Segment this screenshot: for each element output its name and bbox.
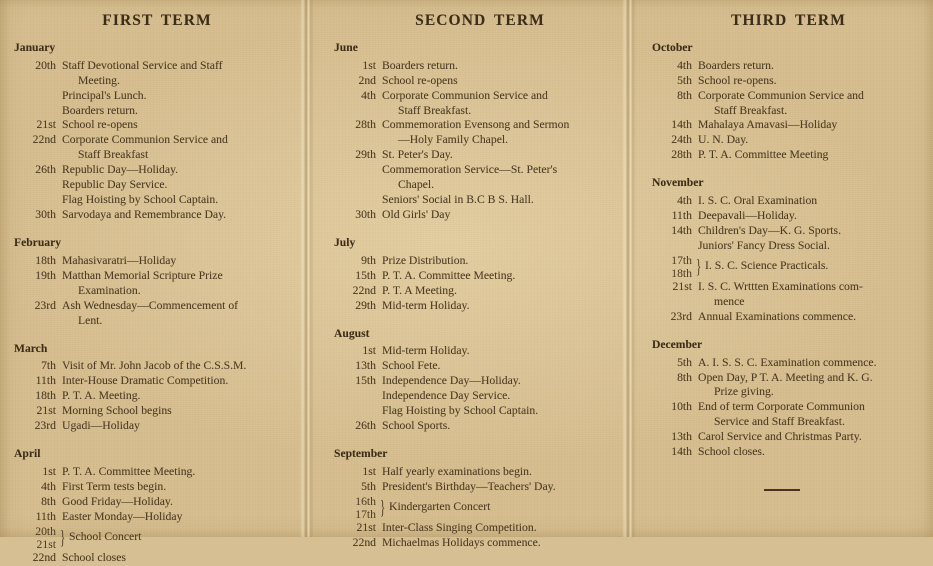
- entry-continuation-line: Meeting.: [78, 73, 120, 87]
- entry-day: 26th: [355, 419, 376, 433]
- calendar-entry: [14, 510, 300, 525]
- entry-description: [698, 148, 921, 163]
- entry-line: First Term tests begin.: [62, 479, 167, 493]
- month-heading: March: [14, 341, 48, 355]
- entry-sub-line: Flag Hoisting by School Captain.: [382, 404, 539, 418]
- entry-continuation-line: Prize giving.: [714, 385, 774, 399]
- entry-line: Open Day, P T. A. Meeting and K. G.: [698, 370, 873, 384]
- entry-description: [382, 208, 620, 223]
- calendar-entry: [334, 344, 620, 359]
- entry-description: [382, 521, 620, 536]
- entry-description: [698, 209, 921, 224]
- entry-line: Commemoration Evensong and Sermon: [382, 118, 570, 132]
- entry-line: P. T. A. Meeting.: [62, 389, 141, 403]
- calendar-entry: [14, 118, 300, 133]
- month-block: [14, 237, 300, 328]
- month-entry-list: [652, 194, 921, 325]
- term-title: THIRD TERM: [731, 12, 846, 29]
- entry-day: 28th: [671, 148, 692, 162]
- entry-sub-line: Boarders return.: [62, 103, 138, 117]
- entry-line: Deepavali—Holiday.: [698, 208, 797, 222]
- entry-day: 8th: [41, 494, 56, 508]
- entry-description: [62, 59, 300, 119]
- entry-day: 5th: [361, 479, 376, 493]
- calendar-entry: [14, 465, 300, 480]
- entry-line: Mahasivaratri—Holiday: [62, 253, 177, 267]
- entry-description: [388, 500, 620, 515]
- calendar-entry: [334, 465, 620, 480]
- month-heading: September: [334, 447, 388, 461]
- entry-sub-line: Principal's Lunch.: [62, 88, 147, 102]
- month-entry-list: [652, 356, 921, 461]
- entry-description: [382, 74, 620, 89]
- entry-day: 23rd: [670, 309, 692, 323]
- entry-day: 14th: [671, 445, 692, 459]
- calendar-entry: [652, 371, 921, 401]
- entry-description: [698, 89, 921, 119]
- calendar-entry: [334, 419, 620, 434]
- entry-day: 5th: [677, 73, 692, 87]
- calendar-entry: [334, 254, 620, 269]
- entry-line: Good Friday—Holiday.: [62, 494, 173, 508]
- entry-description: [62, 208, 300, 223]
- month-block: [334, 42, 620, 223]
- calendar-entry: [334, 148, 620, 208]
- month-entry-list: [334, 59, 620, 224]
- entry-brace-icon: }: [696, 255, 702, 278]
- month-entry-list: [14, 59, 300, 224]
- calendar-entry: [14, 404, 300, 419]
- entry-line: Matthan Memorial Scripture Prize: [62, 268, 223, 282]
- entry-day: 4th: [677, 193, 692, 207]
- entry-line: School re-opens.: [698, 73, 777, 87]
- entry-line: End of term Corporate Communion: [698, 400, 865, 414]
- entry-sub-line: Commemoration Service—St. Peter's: [382, 163, 558, 177]
- entry-description: [382, 465, 620, 480]
- calendar-entry: [334, 536, 620, 551]
- entry-line: I. S. C. Science Practicals.: [705, 259, 829, 273]
- entry-description: [698, 310, 921, 325]
- entry-line: President's Birthday—Teachers' Day.: [382, 479, 556, 493]
- entry-sub-line: Seniors' Social in B.C B S. Hall.: [382, 193, 534, 207]
- entry-description: [62, 389, 300, 404]
- calendar-entry: [14, 359, 300, 374]
- month-heading: December: [652, 337, 703, 351]
- entry-continuation-line: Staff Breakfast.: [398, 103, 472, 117]
- month-heading: April: [14, 447, 41, 461]
- entry-line: Boarders return.: [698, 58, 774, 72]
- entry-line: Half yearly examinations begin.: [382, 464, 532, 478]
- entry-description: [698, 400, 921, 430]
- entry-description: [698, 194, 921, 209]
- entry-day: 11th: [35, 509, 56, 523]
- entry-day: 7th: [41, 359, 56, 373]
- entry-line: Corporate Communion Service and: [62, 133, 228, 147]
- entry-line: St. Peter's Day.: [382, 148, 453, 162]
- entry-day: 14th: [671, 118, 692, 132]
- entry-line: Morning School begins: [62, 404, 172, 418]
- entry-sub-line: Juniors' Fancy Dress Social.: [698, 238, 830, 252]
- entry-day: 10th: [671, 400, 692, 414]
- entry-description: [62, 359, 300, 374]
- entry-continuation-line: Staff Breakfast.: [714, 103, 788, 117]
- term-title: SECOND TERM: [415, 12, 545, 29]
- entry-description: [382, 269, 620, 284]
- calendar-entry: [334, 299, 620, 314]
- entry-line: P. T. A. Committee Meeting.: [382, 268, 516, 282]
- entry-sub-line: Republic Day Service.: [62, 178, 168, 192]
- entry-day-pair: [652, 254, 694, 280]
- entry-description: [62, 133, 300, 163]
- entry-day: 21st: [36, 118, 56, 132]
- month-heading: February: [14, 236, 62, 250]
- entry-line: P. T. A. Committee Meeting.: [62, 464, 196, 478]
- entry-description: [382, 148, 620, 208]
- entry-line: Ash Wednesday—Commencement of: [62, 298, 239, 312]
- entry-continuation-line: Staff Breakfast: [78, 148, 149, 162]
- entry-day: 5th: [677, 355, 692, 369]
- entry-day: 18th: [35, 253, 56, 267]
- entry-day: 29th: [355, 298, 376, 312]
- entry-line: Mid-term Holiday.: [382, 344, 470, 358]
- calendar-entry: [652, 74, 921, 89]
- entry-line: Prize Distribution.: [382, 253, 469, 267]
- month-entry-list: [334, 465, 620, 551]
- term-column-first: [0, 0, 312, 564]
- term-column-third: [634, 0, 933, 537]
- entry-day: 21st: [36, 537, 56, 551]
- calendar-entry: [14, 480, 300, 495]
- calendar-entry: [652, 209, 921, 224]
- entry-line: Staff Devotional Service and Staff: [62, 58, 223, 72]
- entry-line: School Fete.: [382, 359, 441, 373]
- entry-day: 29th: [355, 148, 376, 162]
- entry-line: Sarvodaya and Remembrance Day.: [62, 208, 227, 222]
- entry-continuation-line: Chapel.: [398, 178, 435, 192]
- term-column-second: [312, 0, 634, 549]
- entry-description: [62, 254, 300, 269]
- entry-day: 19th: [35, 268, 56, 282]
- entry-description: [382, 344, 620, 359]
- entry-line: Kindergarten Concert: [389, 500, 491, 514]
- entry-day: 4th: [41, 479, 56, 493]
- entry-line: Mahalaya Amavasi—Holiday: [698, 118, 838, 132]
- calendar-entry: [334, 59, 620, 74]
- entry-day: 1st: [362, 58, 376, 72]
- entry-day: 13th: [355, 359, 376, 373]
- entry-description: [62, 118, 300, 133]
- entry-day: 30th: [35, 208, 56, 222]
- entry-day: 20th: [35, 58, 56, 72]
- calendar-entry: [652, 445, 921, 460]
- entry-description: [62, 299, 300, 329]
- entry-line: P. T. A Meeting.: [382, 283, 457, 297]
- calendar-entry: [334, 89, 620, 119]
- entry-line: Carol Service and Christmas Party.: [698, 430, 862, 444]
- entry-description: [62, 419, 300, 434]
- entry-day: 28th: [355, 118, 376, 132]
- month-entry-list: [334, 254, 620, 314]
- entry-brace-icon: }: [380, 496, 386, 519]
- entry-description: [62, 495, 300, 510]
- calendar-entry: [334, 521, 620, 536]
- entry-sub-line: Independence Day Service.: [382, 389, 511, 403]
- entry-description: [382, 374, 620, 419]
- entry-day: 1st: [362, 464, 376, 478]
- entry-line: P. T. A. Committee Meeting: [698, 148, 829, 162]
- entry-day: 26th: [35, 163, 56, 177]
- end-rule-divider: [764, 489, 800, 491]
- entry-description: [698, 133, 921, 148]
- entry-line: School closes.: [698, 445, 765, 459]
- calendar-entry: [652, 148, 921, 163]
- entry-line: Inter-House Dramatic Competition.: [62, 374, 229, 388]
- calendar-entry: [14, 269, 300, 299]
- calendar-entry: [334, 269, 620, 284]
- entry-line: Republic Day—Holiday.: [62, 163, 179, 177]
- entry-day: 9th: [361, 253, 376, 267]
- entry-continuation-line: Lent.: [78, 313, 103, 327]
- calendar-entry: [14, 419, 300, 434]
- entry-description: [698, 118, 921, 133]
- calendar-entry: [14, 525, 300, 551]
- entry-day: 30th: [355, 208, 376, 222]
- entry-day: 21st: [36, 404, 56, 418]
- entry-description: [698, 445, 921, 460]
- month-entry-list: [14, 254, 300, 329]
- entry-description: [698, 74, 921, 89]
- calendar-entry: [14, 495, 300, 510]
- entry-description: [382, 284, 620, 299]
- entry-line: School Sports.: [382, 419, 451, 433]
- entry-day: 22nd: [32, 133, 56, 147]
- entry-line: A. I. S. S. C. Examination commence.: [698, 355, 877, 369]
- calendar-entry: [14, 551, 300, 566]
- calendar-entry: [334, 118, 620, 148]
- entry-description: [382, 299, 620, 314]
- entry-day: 14th: [671, 223, 692, 237]
- month-block: [652, 339, 921, 460]
- calendar-entry: [334, 74, 620, 89]
- entry-line: Mid-term Holiday.: [382, 298, 470, 312]
- entry-line: Ugadi—Holiday: [62, 419, 140, 433]
- entry-day: 1st: [42, 464, 56, 478]
- entry-day: 4th: [361, 88, 376, 102]
- entry-description: [704, 259, 921, 274]
- entry-continuation-line: —Holy Family Chapel.: [398, 133, 509, 147]
- month-heading: June: [334, 41, 358, 54]
- entry-day: 18th: [671, 266, 692, 280]
- entry-description: [382, 359, 620, 374]
- entry-description: [62, 465, 300, 480]
- entry-description: [382, 254, 620, 269]
- entry-line: Visit of Mr. John Jacob of the C.S.S.M.: [62, 359, 247, 373]
- entry-day: 2nd: [358, 73, 376, 87]
- entry-day: 16th: [355, 494, 376, 508]
- entry-description: [62, 510, 300, 525]
- entry-description: [62, 374, 300, 389]
- entry-day: 15th: [355, 374, 376, 388]
- calendar-entry: [334, 374, 620, 419]
- calendar-entry: [652, 59, 921, 74]
- entry-description: [62, 163, 300, 208]
- entry-description: [698, 356, 921, 371]
- calendar-entry: [14, 254, 300, 269]
- entry-description: [698, 59, 921, 74]
- entry-line: Corporate Communion Service and: [698, 88, 864, 102]
- month-block: [14, 448, 300, 566]
- entry-day-pair: [14, 525, 58, 551]
- entry-day: 22nd: [352, 535, 376, 549]
- entry-description: [698, 371, 921, 401]
- entry-description: [382, 89, 620, 119]
- entry-line: U. N. Day.: [698, 133, 749, 147]
- entry-line: I. S. C. Oral Examination: [698, 193, 818, 207]
- entry-description: [62, 480, 300, 495]
- entry-day: 22nd: [352, 283, 376, 297]
- entry-continuation-line: mence: [714, 295, 745, 308]
- entry-day: 11th: [671, 208, 692, 222]
- entry-line: Independence Day—Holiday.: [382, 374, 521, 388]
- entry-line: I. S. C. Wrttten Examinations com-: [698, 280, 863, 294]
- calendar-entry: [652, 400, 921, 430]
- entry-day: 1st: [362, 344, 376, 358]
- calendar-entry: [334, 359, 620, 374]
- calendar-entry: [14, 299, 300, 329]
- month-block: [652, 42, 921, 163]
- month-block: [334, 328, 620, 434]
- calendar-entry: [334, 208, 620, 223]
- month-block: [652, 177, 921, 325]
- entry-day: 13th: [671, 430, 692, 444]
- calendar-entry: [652, 254, 921, 280]
- entry-line: Easter Monday—Holiday: [62, 509, 183, 523]
- calendar-entry: [652, 133, 921, 148]
- month-entry-list: [334, 344, 620, 434]
- entry-day: 17th: [671, 253, 692, 267]
- entry-description: [382, 118, 620, 148]
- entry-day: 18th: [35, 389, 56, 403]
- calendar-entry: [652, 224, 921, 254]
- calendar-entry: [14, 133, 300, 163]
- entry-day: 20th: [35, 524, 56, 538]
- calendar-entry: [652, 194, 921, 209]
- entry-description: [698, 224, 921, 254]
- entry-day: 24th: [671, 133, 692, 147]
- entry-continuation-line: Service and Staff Breakfast.: [714, 415, 845, 429]
- entry-day: 21st: [672, 280, 692, 294]
- entry-day: 23rd: [34, 419, 56, 433]
- entry-line: Corporate Communion Service and: [382, 88, 548, 102]
- entry-day: 23rd: [34, 298, 56, 312]
- month-heading: November: [652, 176, 704, 190]
- entry-description: [62, 404, 300, 419]
- month-heading: August: [334, 326, 370, 340]
- calendar-entry: [14, 163, 300, 208]
- entry-day-pair: [334, 495, 378, 521]
- calendar-entry: [334, 284, 620, 299]
- entry-description: [382, 536, 620, 551]
- month-block: [14, 42, 300, 223]
- calendar-entry: [652, 280, 921, 310]
- month-entry-list: [652, 59, 921, 164]
- entry-continuation-line: Examination.: [78, 283, 141, 297]
- entry-line: Annual Examinations commence.: [698, 309, 857, 323]
- entry-brace-icon: }: [60, 526, 66, 549]
- entry-line: Michaelmas Holidays commence.: [382, 535, 541, 549]
- calendar-entry: [652, 356, 921, 371]
- calendar-entry: [652, 89, 921, 119]
- entry-day: 22nd: [32, 550, 56, 564]
- entry-description: [68, 530, 300, 545]
- calendar-entry: [14, 389, 300, 404]
- entry-line: School re-opens: [62, 118, 138, 132]
- entry-line: Old Girls' Day: [382, 208, 451, 222]
- month-heading: October: [652, 41, 693, 54]
- entry-line: Children's Day—K. G. Sports.: [698, 223, 842, 237]
- entry-line: Boarders return.: [382, 58, 458, 72]
- entry-day: 8th: [677, 88, 692, 102]
- month-block: [334, 237, 620, 313]
- month-heading: January: [14, 41, 56, 54]
- calendar-entry: [652, 118, 921, 133]
- entry-line: School re-opens: [382, 73, 458, 87]
- entry-day: 8th: [677, 370, 692, 384]
- month-heading: July: [334, 236, 356, 250]
- entry-description: [62, 269, 300, 299]
- calendar-entry: [14, 59, 300, 119]
- entry-day: 11th: [35, 374, 56, 388]
- month-entry-list: [14, 359, 300, 434]
- entry-description: [382, 419, 620, 434]
- entry-description: [698, 430, 921, 445]
- entry-line: Inter-Class Singing Competition.: [382, 520, 537, 534]
- calendar-entry: [14, 374, 300, 389]
- entry-line: School closes: [62, 550, 126, 564]
- calendar-entry: [334, 495, 620, 521]
- month-entry-list: [14, 465, 300, 566]
- entry-day: 15th: [355, 268, 376, 282]
- entry-day: 21st: [356, 520, 376, 534]
- entry-day: 4th: [677, 58, 692, 72]
- entry-line: School Concert: [69, 530, 142, 544]
- calendar-entry: [14, 208, 300, 223]
- month-block: [14, 343, 300, 434]
- entry-description: [698, 280, 921, 310]
- calendar-entry: [334, 480, 620, 495]
- calendar-entry: [652, 310, 921, 325]
- month-block: [334, 448, 620, 551]
- calendar-entry: [652, 430, 921, 445]
- term-title: FIRST TERM: [102, 12, 212, 29]
- entry-description: [62, 551, 300, 566]
- entry-day: 17th: [355, 507, 376, 521]
- entry-description: [382, 59, 620, 74]
- entry-sub-line: Flag Hoisting by School Captain.: [62, 193, 219, 207]
- entry-description: [382, 480, 620, 495]
